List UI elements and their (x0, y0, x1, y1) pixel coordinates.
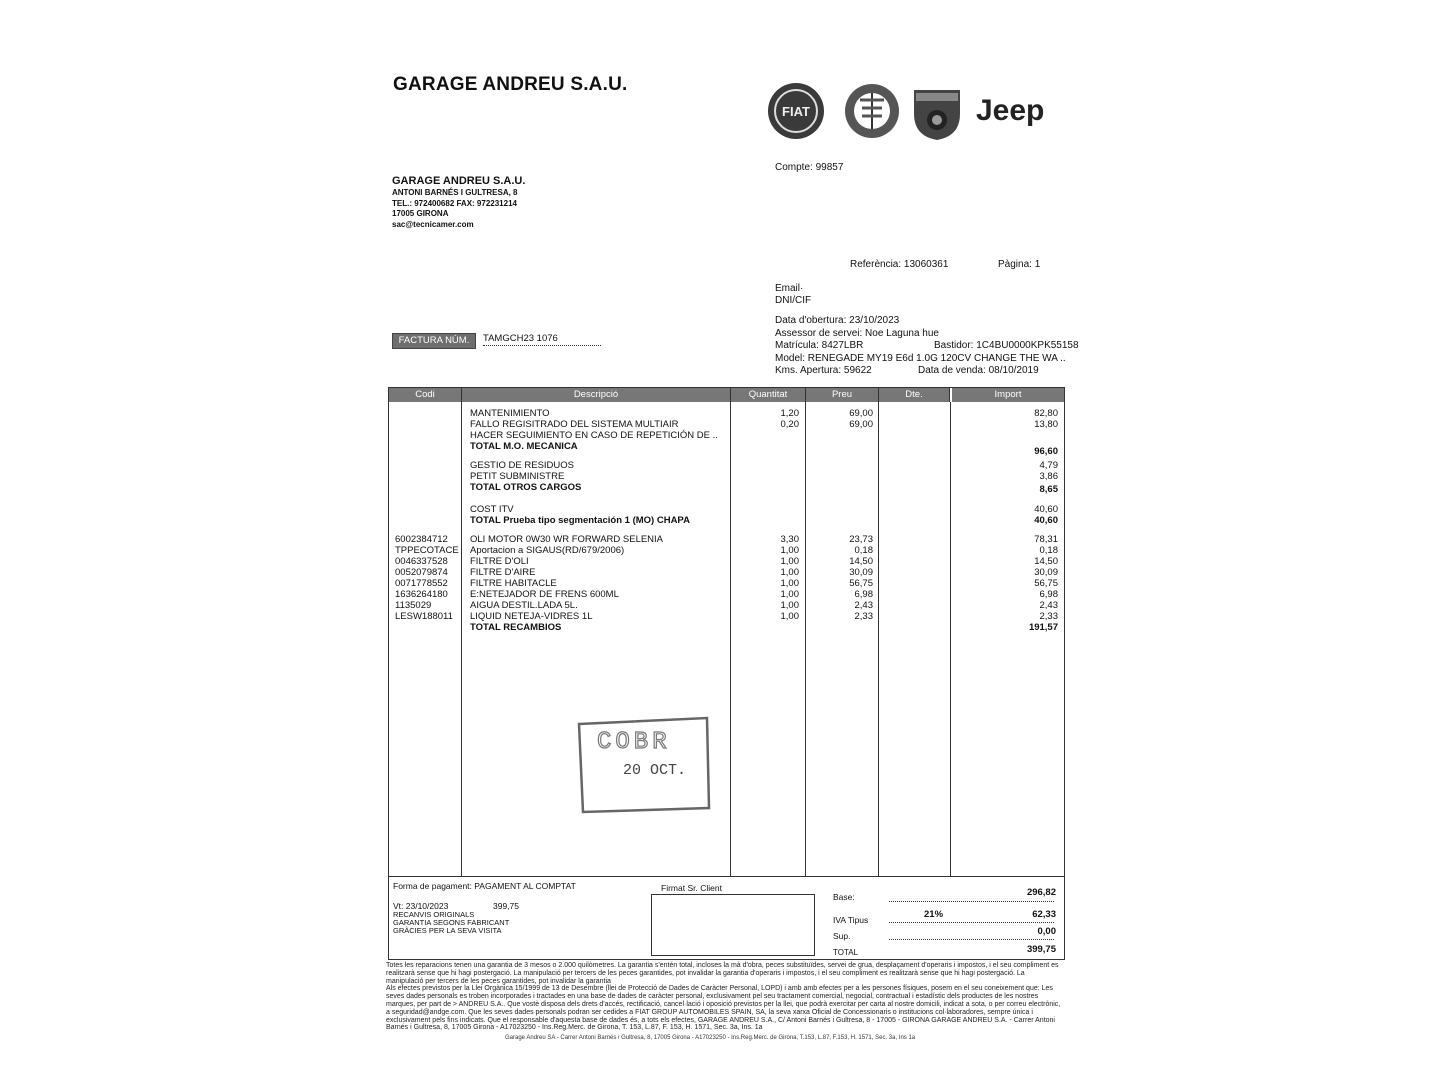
row-import (952, 430, 1058, 441)
row-price (806, 441, 873, 452)
row-price: 6,98 (854, 589, 873, 600)
row-description: FALLO REGISITRADO DEL SISTEMA MULTIAIR (470, 419, 679, 430)
row-price: 69,00 (849, 419, 873, 430)
row-import: 0,18 (1039, 545, 1058, 556)
svg-text:COBR: COBR (597, 729, 671, 756)
row-quantity: 1,00 (780, 578, 799, 589)
sup-label: Sup. (833, 931, 851, 941)
company-address (392, 174, 525, 230)
row-description: TOTAL RECAMBIOS (470, 622, 562, 633)
due-date: Vt: 23/10/2023 (393, 901, 449, 911)
row-code (395, 408, 461, 419)
row-description: OLI MOTOR 0W30 WR FORWARD SELENIA (470, 534, 664, 545)
header-discount: Dte. (879, 388, 950, 402)
row-description: AIGUA DESTIL.LADA 5L. (470, 600, 578, 611)
row-code: 6002384712 (395, 534, 448, 545)
signature-box (651, 894, 815, 956)
row-quantity (731, 504, 799, 515)
client-email-label: Email· (775, 283, 804, 294)
row-description: FILTRE D'AIRE (470, 567, 536, 578)
address-street: ANTONI BARNÉS I GULTRESA, 8 (392, 188, 518, 197)
service-advisor: Assessor de servei: Noe Laguna hue (775, 327, 939, 339)
row-import: 8,65 (1039, 484, 1058, 495)
iva-label: IVA Tipus (833, 915, 869, 925)
row-import: 4,79 (1039, 460, 1058, 471)
svg-text:FIAT: FIAT (782, 104, 810, 119)
row-code: 1135029 (395, 600, 432, 611)
header-quantity: Quantitat (731, 388, 806, 402)
payment-method: Forma de pagament: PAGAMENT AL COMPTAT (393, 881, 576, 891)
row-price: 56,75 (849, 578, 873, 589)
row-quantity (731, 441, 799, 452)
row-price (806, 622, 873, 633)
row-import: 6,98 (1039, 589, 1058, 600)
row-quantity (731, 471, 799, 482)
iva-line (889, 909, 1056, 923)
row-import: 2,33 (1039, 611, 1058, 622)
row-description: FILTRE HABITACLE (470, 578, 557, 589)
header-price: Preu (806, 388, 879, 402)
row-import: 30,09 (1034, 567, 1058, 578)
row-description: PETIT SUBMINISTRE (470, 471, 565, 482)
row-price: 2,43 (854, 600, 873, 611)
fiat-logo-icon (768, 83, 824, 139)
row-code: 0071778552 (395, 578, 448, 589)
row-quantity (731, 460, 799, 471)
row-quantity: 1,00 (780, 556, 799, 567)
total-value: 399,75 (1026, 944, 1056, 955)
legal-text (386, 962, 1062, 1032)
header-code: Codi (389, 388, 462, 402)
column-divider (878, 402, 879, 876)
row-quantity: 3,30 (780, 534, 799, 545)
total-label: TOTAL (833, 948, 859, 957)
invoice-number: TAMGCH23 1076 (483, 332, 601, 346)
privacy-text: Als efectes previstos per la Llei Orgànica 15/1999 de 13 de Desembre (llei de Protecció de Dades de Caràcter Personal, LOPD) i amb amb efectes per a les persones físiques, posem en el seu coneixement que: Les seves dades personals es troben incorporades i tractades en una base de dades de caràcter personal, exclusivament pel seu tractament comercial, negocial, contractual i estadístic dels productes de les nostres marques, per part de > ANDREU S.A.. Que vostè disposa dels drets d'accés, rectificació, cancel·lació i oposició previstos per la llei, que podrà exercitar per carta al nostre domicili, indicat a sota, o per correu electrònic, a seguridad@andge.com. Que les seves dades personals podran ser cedides a FIAT GROUP AUTOMOBILES SPAIN, SA, la seva xarxa Oficial de Concessionaris o institucions col·laboradores, sempre única i exclusivament pels fins indicats. Que el responsable d'aquesta base de dades és, a tots els efectes, GARAGE ANDREU S.A., C/ Antoni Barnés i Gultresa, 8 - 17005 - GIRONA GARAGE ANDREU S.A. - Carrer Antoni Barnés i Gultresa, 8, 17005 Girona - A17023250 - Ins.Reg.Merc. de Girona, T. 153, L.87, F. 153, H. 1571, Sec. 3a, Ins. 1a (386, 985, 1061, 1032)
row-code (395, 471, 461, 482)
row-quantity: 1,00 (780, 589, 799, 600)
column-divider (950, 402, 951, 876)
row-price: 0,18 (854, 545, 873, 556)
iva-value: 62,33 (1032, 909, 1056, 920)
header-import: Import (952, 388, 1064, 402)
opening-date: Data d'obertura: 23/10/2023 (775, 315, 900, 326)
row-quantity (731, 482, 799, 493)
iva-rate: 21% (924, 909, 944, 920)
kms-sale-row (775, 365, 1075, 378)
vehicle-model: Model: RENEGADE MY19 E6d 1.0G 120CV CHANGE THE WA .. (775, 352, 1066, 364)
row-price: 2,33 (854, 611, 873, 622)
row-price (806, 430, 873, 441)
row-import: 3,86 (1039, 471, 1058, 482)
column-divider (461, 402, 462, 876)
row-import: 191,57 (1028, 622, 1058, 633)
row-import: 96,60 (1034, 446, 1058, 457)
brand-logos (766, 80, 1066, 142)
row-description: HACER SEGUIMIENTO EN CASO DE REPETICIÓN DE .. (470, 430, 718, 441)
row-code (395, 460, 461, 471)
row-description: E:NETEJADOR DE FRENS 600ML (470, 589, 619, 600)
invoice-number-label: FACTURA NÚM. (392, 333, 476, 349)
row-quantity (731, 622, 799, 633)
row-import: 2,43 (1039, 600, 1058, 611)
sale-date: Data de venda: 08/10/2019 (918, 365, 1039, 376)
sup-value: 0,00 (1037, 926, 1056, 937)
row-quantity: 1,00 (780, 611, 799, 622)
row-price (806, 471, 873, 482)
row-quantity: 1,00 (780, 567, 799, 578)
row-description: LIQUID NETEJA-VIDRES 1L (470, 611, 593, 622)
plate-chassis-row (775, 340, 1079, 353)
row-code (395, 504, 461, 515)
row-code (395, 515, 461, 526)
row-code: 0052079874 (395, 567, 448, 578)
alfa-romeo-logo-icon (845, 84, 899, 138)
row-code: LESW188011 (395, 611, 453, 622)
account-number: Compte: 99857 (775, 162, 844, 173)
row-description: Aportacion a SIGAUS(RD/679/2006) (470, 545, 625, 556)
row-code: 0046337528 (395, 556, 448, 567)
row-quantity (731, 430, 799, 441)
address-name: GARAGE ANDREU S.A.U. (392, 175, 526, 187)
address-city: 17005 GIRONA (392, 209, 449, 218)
row-import: 56,75 (1034, 578, 1058, 589)
row-import: 82,80 (1034, 408, 1058, 419)
row-import: 40,60 (1034, 504, 1058, 515)
note-warranty: GARANTIA SEGONS FABRICANT (393, 918, 510, 927)
row-price (806, 460, 873, 471)
svg-text:20 OCT.: 20 OCT. (623, 762, 687, 779)
signature-label: Firmat Sr. Client (661, 883, 722, 893)
row-description: MANTENIMIENTO (470, 408, 550, 419)
base-value: 296,82 (1026, 887, 1056, 898)
row-import: 78,31 (1034, 534, 1058, 545)
note-original-parts: RECANVIS ORIGINALS (393, 910, 475, 919)
row-price (806, 482, 873, 493)
row-price: 14,50 (849, 556, 873, 567)
page-number: Pàgina: 1 (998, 259, 1041, 270)
reference-number: Referència: 13060361 (850, 259, 949, 270)
row-quantity: 1,00 (780, 600, 799, 611)
company-registration: Garage Andreu SA - Carrer Antoni Barnés i Gultresa, 8, 17005 Girona - A17023250 - Ins.Reg.Merc. de Girona, T.153, L.87, F.153, H. 1571, Sec. 3a, Ins 1a (505, 1035, 916, 1041)
row-quantity: 0,20 (780, 419, 799, 430)
row-description: FILTRE D'OLI (470, 556, 529, 567)
row-quantity: 1,00 (780, 545, 799, 556)
sup-line (889, 929, 1054, 940)
jeep-logo-icon: Jeep (976, 94, 1045, 127)
row-quantity: 1,20 (780, 408, 799, 419)
warranty-text: Totes les reparacions tenen una garantia de 3 mesos o 2.000 quilòmetres. La garantia s'entén total, incloses la mà d'obra, peces substituïdes, servei de grua, desplaçament d'operaris i impostos, i el seu compliment es realitzarà sense que hi hagi postergació. La manipulació per tercers de les peces garantides, pot invalidar la garantia d'operaris i impostos, i el seu compliment es realitzarà sense que hi hagi postergació. La manipulació per tercers de les peces garantides, pot invalidar la garantia (386, 962, 1059, 985)
row-price (806, 504, 873, 515)
row-description: GESTIO DE RESIDUOS (470, 460, 574, 471)
row-code (395, 419, 461, 430)
vehicle-chassis: Bastidor: 1C4BU0000KPK55158 (934, 340, 1079, 351)
row-price: 23,73 (849, 534, 873, 545)
row-description: TOTAL M.O. MECANICA (470, 441, 578, 452)
abarth-logo-icon (914, 90, 960, 140)
base-label: Base: (833, 892, 855, 902)
row-import: 40,60 (1034, 515, 1058, 526)
row-code (395, 430, 461, 441)
row-price: 30,09 (849, 567, 873, 578)
row-description: COST ITV (470, 504, 514, 515)
row-import: 13,80 (1034, 419, 1058, 430)
company-title: GARAGE ANDREU S.A.U. (393, 74, 628, 95)
due-amount: 399,75 (493, 901, 519, 911)
row-code (395, 441, 461, 452)
items-table (388, 387, 1065, 877)
paid-stamp-icon (575, 716, 712, 814)
address-email: sac@tecnicamer.com (392, 219, 474, 229)
address-phone: TEL.: 972400682 FAX: 972231214 (392, 198, 517, 208)
row-description: TOTAL OTROS CARGOS (470, 482, 582, 493)
row-code: 1636264180 (395, 589, 448, 600)
client-dni-label: DNI/CIF (775, 295, 812, 306)
row-code (395, 482, 461, 493)
row-code: TPPECOTACE (395, 545, 459, 556)
vehicle-plate: Matrícula: 8427LBR (775, 340, 864, 351)
row-import: 14,50 (1034, 556, 1058, 567)
row-price (806, 515, 873, 526)
vehicle-kms: Kms. Apertura: 59622 (775, 365, 872, 376)
header-description: Descripció (462, 388, 731, 402)
invoice-footer (388, 876, 1065, 960)
note-thanks: GRÀCIES PER LA SEVA VISITA (393, 926, 502, 935)
row-code (395, 622, 461, 633)
row-description: TOTAL Prueba tipo segmentación 1 (MO) CHAPA (470, 515, 690, 526)
row-price: 69,00 (849, 408, 873, 419)
row-quantity (731, 515, 799, 526)
client-contact (775, 283, 811, 307)
vehicle-info (775, 315, 1079, 378)
